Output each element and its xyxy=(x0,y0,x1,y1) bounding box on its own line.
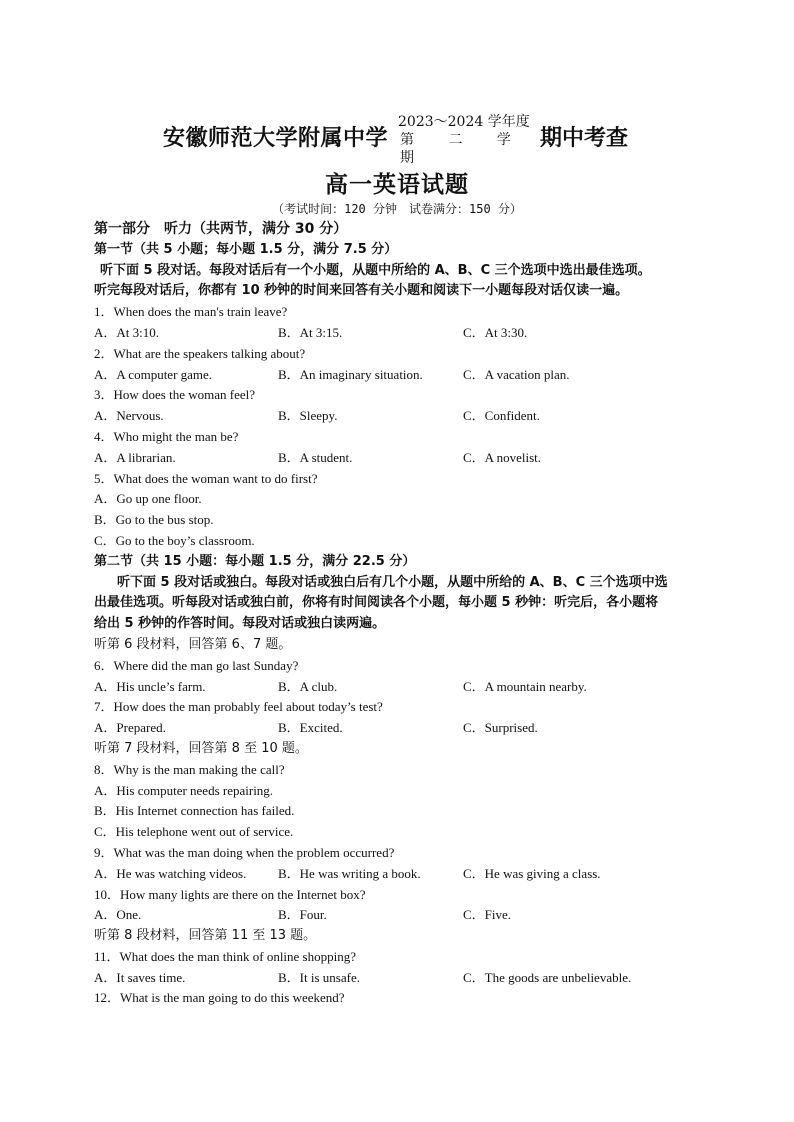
options-row xyxy=(94,718,714,739)
material-note: 听第 8 段材料，回答第 11 至 13 题。 xyxy=(94,928,317,944)
option-c: C．A novelist. xyxy=(463,449,542,465)
school-year: 2023～2024 学年度 xyxy=(398,114,530,130)
question: 8．Why is the man making the call? xyxy=(94,761,285,777)
options-row xyxy=(94,968,714,989)
exam-content xyxy=(94,219,714,1009)
option-a: A．At 3:10. xyxy=(94,324,160,340)
question: 10．How many lights are there on the Internet box? xyxy=(94,886,366,902)
exam-info: （考试时间：120 分钟 试卷满分：150 分） xyxy=(272,202,522,216)
option-a: A．He was watching videos. xyxy=(94,865,247,881)
option-c: C．At 3:30. xyxy=(463,324,528,340)
options-row xyxy=(94,677,714,698)
option-c: C．Go to the boy’s classroom. xyxy=(94,532,255,548)
instructions: 听完每段对话后，你都有 10 秒钟的时间来回答有关小题和阅读下一小题每段对话仅读一遍。 xyxy=(94,283,629,299)
page-title: 高一英语试题 xyxy=(325,171,469,198)
option-b: B．Excited. xyxy=(278,720,343,736)
option-b: B．It is unsafe. xyxy=(278,969,360,985)
option-b: B．His Internet connection has failed. xyxy=(94,803,295,819)
exam-header xyxy=(0,113,794,166)
option-a: A．His computer needs repairing. xyxy=(94,782,274,798)
question: 7．How does the man probably feel about today’s test? xyxy=(94,699,383,715)
option-b: B．Four. xyxy=(278,907,327,923)
options-row xyxy=(94,323,714,344)
option-c: C．A mountain nearby. xyxy=(463,678,587,694)
option-a: A．A computer game. xyxy=(94,366,213,382)
option-b: B．A club. xyxy=(278,678,338,694)
option-a: A．It saves time. xyxy=(94,969,186,985)
question: 4．Who might the man be? xyxy=(94,428,239,444)
option-a: A．A librarian. xyxy=(94,449,176,465)
question: 9．What was the man doing when the problem occurred? xyxy=(94,844,395,860)
question: 5．What does the woman want to do first? xyxy=(94,470,318,486)
option-a: A．Go up one floor. xyxy=(94,491,202,507)
question: 1．When does the man's train leave? xyxy=(94,304,288,320)
part-heading: 第一部分 听力（共两节，满分 30 分） xyxy=(94,221,348,237)
question: 6．Where did the man go last Sunday? xyxy=(94,657,299,673)
option-b: B．An imaginary situation. xyxy=(278,366,423,382)
option-c: C．Surprised. xyxy=(463,720,538,736)
option-a: A．Prepared. xyxy=(94,720,166,736)
options-row xyxy=(94,365,714,386)
option-c: C．His telephone went out of service. xyxy=(94,824,294,840)
option-a: A．One. xyxy=(94,907,142,923)
question: 3．How does the woman feel? xyxy=(94,387,256,403)
options-row xyxy=(94,448,714,469)
exam-type: 期中考查 xyxy=(540,125,629,151)
school-name: 安徽师范大学附属中学 xyxy=(163,125,389,151)
option-a: A．His uncle’s farm. xyxy=(94,678,206,694)
option-c: C．He was giving a class. xyxy=(463,865,601,881)
option-c: C．Confident. xyxy=(463,408,540,424)
section-heading: 第一节（共 5 小题；每小题 1.5 分，满分 7.5 分） xyxy=(94,241,398,257)
section-heading: 第二节（共 15 小题：每小题 1.5 分，满分 22.5 分） xyxy=(94,553,416,569)
question: 11．What does the man think of online shopping? xyxy=(94,948,356,964)
options-row xyxy=(94,864,714,885)
options-row xyxy=(94,406,714,427)
term: 第 二 学 期 xyxy=(400,132,526,166)
question: 12．What is the man going to do this weekend? xyxy=(94,990,345,1006)
instructions: 听下面 5 段对话。每段对话后有一个小题，从题中所给的 A、B、C 三个选项中选出最佳选项。 xyxy=(100,262,651,278)
option-c: C．Five. xyxy=(463,907,512,923)
option-b: B．He was writing a book. xyxy=(278,865,421,881)
options-row xyxy=(94,905,714,926)
instructions: 给出 5 秒钟的作答时间。每段对话或独白读两遍。 xyxy=(94,616,386,632)
option-b: B．Go to the bus stop. xyxy=(94,512,214,528)
term-block xyxy=(398,113,538,167)
option-c: C．A vacation plan. xyxy=(463,366,570,382)
instructions: 听下面 5 段对话或独白。每段对话或独白后有几个小题，从题中所给的 A、B、C 三个选项中选 xyxy=(117,574,668,590)
instructions: 出最佳选项。听每段对话或独白前，你将有时间阅读各个小题，每小题 5 秒钟：听完后，各小题将 xyxy=(94,595,659,611)
option-b: B．A student. xyxy=(278,449,353,465)
option-b: B．Sleepy. xyxy=(278,408,338,424)
option-a: A．Nervous. xyxy=(94,408,164,424)
material-note: 听第 7 段材料，回答第 8 至 10 题。 xyxy=(94,740,308,756)
material-note: 听第 6 段材料，回答第 6、7 题。 xyxy=(94,636,292,652)
option-b: B．At 3:15. xyxy=(278,324,343,340)
question: 2．What are the speakers talking about? xyxy=(94,345,306,361)
option-c: C．The goods are unbelievable. xyxy=(463,969,632,985)
